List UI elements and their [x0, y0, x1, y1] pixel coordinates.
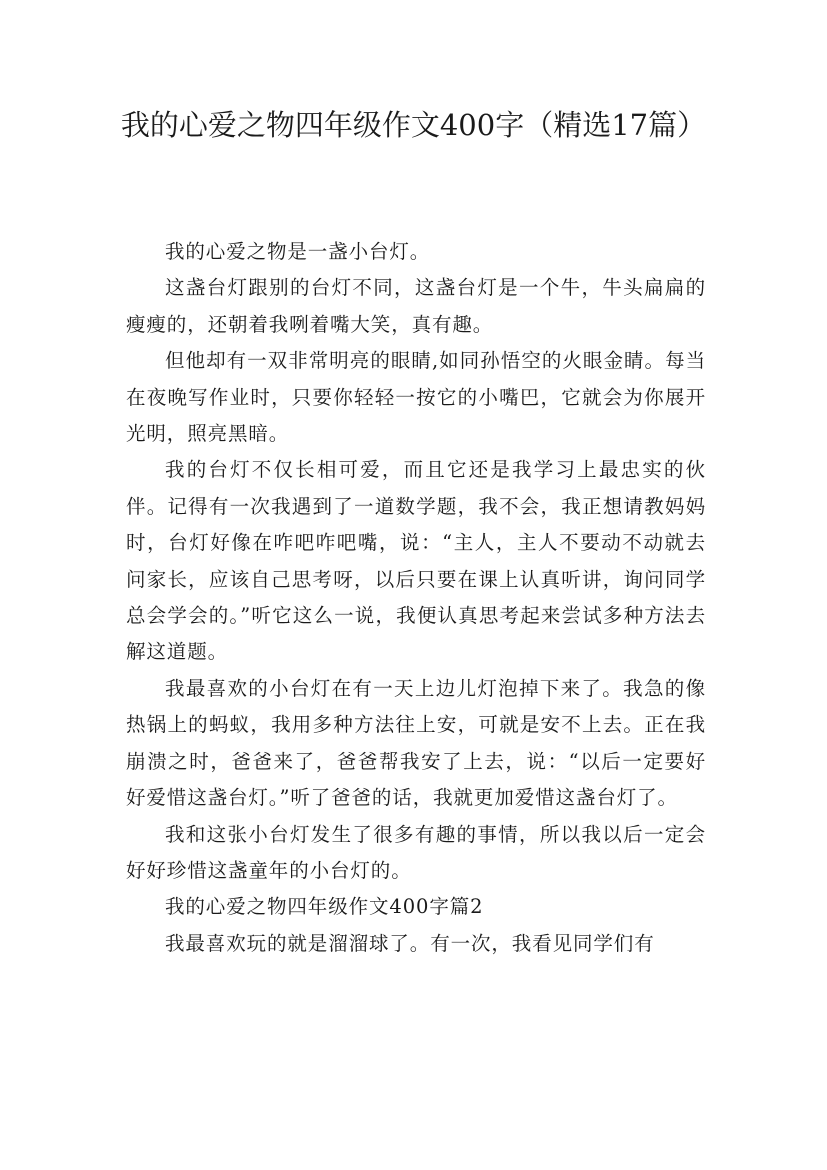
document-body — [126, 234, 706, 962]
paragraph: 我的心爱之物是一盏小台灯。 — [165, 240, 431, 263]
section-heading: 我的心爱之物四年级作文400字篇2 — [165, 895, 484, 919]
paragraph: 我最喜欢的小台灯在有一天上边儿灯泡掉下来了。我急的像热锅上的蚂蚁，我用多种方法往上安，可就是安不上去。正在我崩溃之时，爸爸来了，爸爸帮我安了上去，说：“以后一定要好好爱惜这盏台灯。”听了爸爸的话，我就更加爱惜这盏台灯了。 — [126, 676, 706, 810]
paragraph: 这盏台灯跟别的台灯不同，这盏台灯是一个牛，牛头扁扁的瘦瘦的，还朝着我咧着嘴大笑，真有趣。 — [126, 276, 706, 336]
paragraph: 我的台灯不仅长相可爱，而且它还是我学习上最忠实的伙伴。记得有一次我遇到了一道数学题，我不会，我正想请教妈妈时，台灯好像在咋吧咋吧嘴，说：“主人，主人不要动不动就去问家长，应该自己思考呀，以后只要在课上认真听讲，询问同学总会学会的。”听它这么一说，我便认真思考起来尝试多种方法去解这道题。 — [126, 458, 706, 664]
document-title: 我的心爱之物四年级作文400字（精选17篇） — [120, 108, 707, 142]
paragraph: 我和这张小台灯发生了很多有趣的事情，所以我以后一定会好好珍惜这盏童年的小台灯的。 — [126, 822, 706, 882]
paragraph: 我最喜欢玩的就是溜溜球了。有一次，我看见同学们有 — [165, 931, 655, 955]
paragraph: 但他却有一双非常明亮的眼睛,如同孙悟空的火眼金睛。每当在夜晚写作业时，只要你轻轻一按它的小嘴巴，它就会为你展开光明，照亮黑暗。 — [126, 349, 706, 446]
